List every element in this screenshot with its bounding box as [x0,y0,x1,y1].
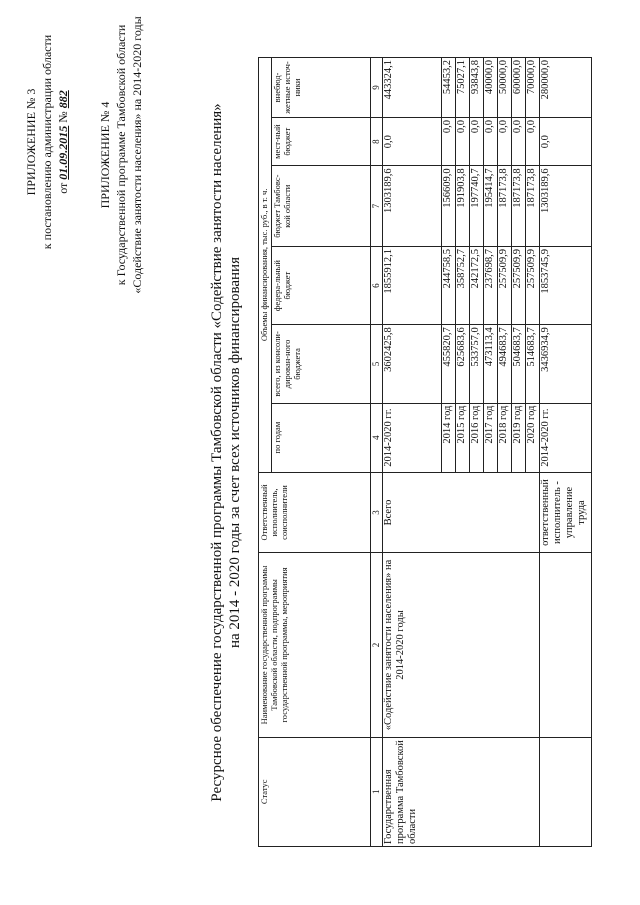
total-cell: 494683,7 [498,325,512,403]
offbudget-cell: 50000,0 [498,58,512,118]
local-cell: 0,0 [470,117,484,165]
from-label: от [56,182,70,194]
total-cell: 533757,0 [470,325,484,403]
local-cell: 0,0 [498,117,512,165]
period-cell: 2020 год [526,403,540,472]
local-cell: 0,0 [456,117,470,165]
regional-cell: 187173,8 [498,166,512,247]
appendix4-subtitle: к Государственной программе Тамбовской области [114,24,128,286]
period-cell: 2016 год [470,403,484,472]
federal-cell: 1853745,9 [540,246,592,324]
local-cell: 0,0 [484,117,498,165]
period-cell: 2014-2020 гг. [540,403,592,472]
col-number: 2 [371,553,383,737]
program-status: Государственная программа Тамбовской области [383,737,540,846]
header-total: всего, из консоли-дирован-ного бюджета [272,325,371,403]
federal-cell: 257509,9 [512,246,526,324]
header-federal: федера-льный бюджет [272,246,371,324]
appendix4-title: ПРИЛОЖЕНИЕ № 4 [98,101,112,209]
document-title: Ресурсное обеспечение государственной программы Тамбовской области «Содействие занятости населения» [209,103,225,802]
total-cell: 455820,7 [442,325,456,403]
offbudget-cell: 93843,8 [470,58,484,118]
empty-status-cell [540,737,592,846]
header-regional: бюджет Тамбовс-кой области [272,166,371,247]
header-local: мест-ный бюджет [272,117,371,165]
regional-cell: 1303189,6 [383,166,442,247]
col-number: 4 [371,403,383,472]
header-volumes: Объемы финансирования, тыс. руб., в т. ч. [259,58,272,473]
handwritten-number: 882 [56,90,70,109]
federal-cell: 237698,7 [484,246,498,324]
handwritten-date: 01.09.2015 [56,125,70,180]
header-by-years: по годам [272,403,371,472]
total-cell: 504683,7 [512,325,526,403]
header-status: Статус [259,737,371,846]
col-number: 1 [371,737,383,846]
header-offbudget: внебюд-жетные источ-ники [272,58,371,118]
program-name: «Содействие занятости населения» на 2014-2020 годы [383,553,540,737]
period-cell: 2018 год [498,403,512,472]
appendix3-date-line [56,27,71,257]
document-subtitle: на 2014 - 2020 годы за счет всех источников финансирования [227,257,243,648]
offbudget-cell: 40000,0 [484,58,498,118]
header-executor: Ответственный исполнитель, соисполнители [259,472,371,553]
regional-cell: 187173,8 [512,166,526,247]
regional-cell: 187173,8 [526,166,540,247]
appendix3-subtitle: к постановлению администрации области [40,34,54,250]
offbudget-cell: 60000,0 [512,58,526,118]
federal-cell: 242172,5 [470,246,484,324]
table-row [540,58,592,847]
local-cell: 0,0 [442,117,456,165]
local-cell: 0,0 [383,117,442,165]
col-number: 7 [371,166,383,247]
regional-cell: 195414,7 [484,166,498,247]
total-cell: 625683,6 [456,325,470,403]
header-name: Наименование государственной программы Тамбовской области, подпрограммы государственной программы, мероприятия [259,553,371,737]
regional-cell: 156609,0 [442,166,456,247]
offbudget-cell: 70000,0 [526,58,540,118]
federal-cell: 1855912,1 [383,246,442,324]
appendix4-program: «Содействие занятости населения» на 2014-2020 годы [130,16,144,294]
col-number: 3 [371,472,383,553]
local-cell: 0,0 [540,117,592,165]
empty-name-cell [540,553,592,737]
period-cell: 2015 год [456,403,470,472]
col-number: 8 [371,117,383,165]
appendix3-title: ПРИЛОЖЕНИЕ № 3 [24,88,38,196]
local-cell: 0,0 [526,117,540,165]
local-cell: 0,0 [512,117,526,165]
program-executor: Всего [383,472,540,553]
executor-cell: ответственный исполнитель - управление труда [540,472,592,553]
period-cell: 2014-2020 гг. [383,403,442,472]
offbudget-cell: 54453,2 [442,58,456,118]
funding-table [258,57,592,847]
table-header-row [259,58,272,847]
regional-cell: 191903,8 [456,166,470,247]
col-number: 6 [371,246,383,324]
col-number: 5 [371,325,383,403]
federal-cell: 257509,9 [526,246,540,324]
federal-cell: 257509,9 [498,246,512,324]
period-cell: 2017 год [484,403,498,472]
offbudget-cell: 443324,1 [383,58,442,118]
number-label: № [56,111,70,123]
offbudget-cell: 280000,0 [540,58,592,118]
offbudget-cell: 75027,1 [456,58,470,118]
period-cell: 2019 год [512,403,526,472]
federal-cell: 358752,7 [456,246,470,324]
total-cell: 3602425,8 [383,325,442,403]
col-number: 9 [371,58,383,118]
total-cell: 514683,7 [526,325,540,403]
regional-cell: 1303189,6 [540,166,592,247]
regional-cell: 197740,7 [470,166,484,247]
federal-cell: 244758,5 [442,246,456,324]
table-row [383,58,442,847]
total-cell: 473113,4 [484,325,498,403]
column-number-row [371,58,383,847]
period-cell: 2014 год [442,403,456,472]
total-cell: 3436934,9 [540,325,592,403]
